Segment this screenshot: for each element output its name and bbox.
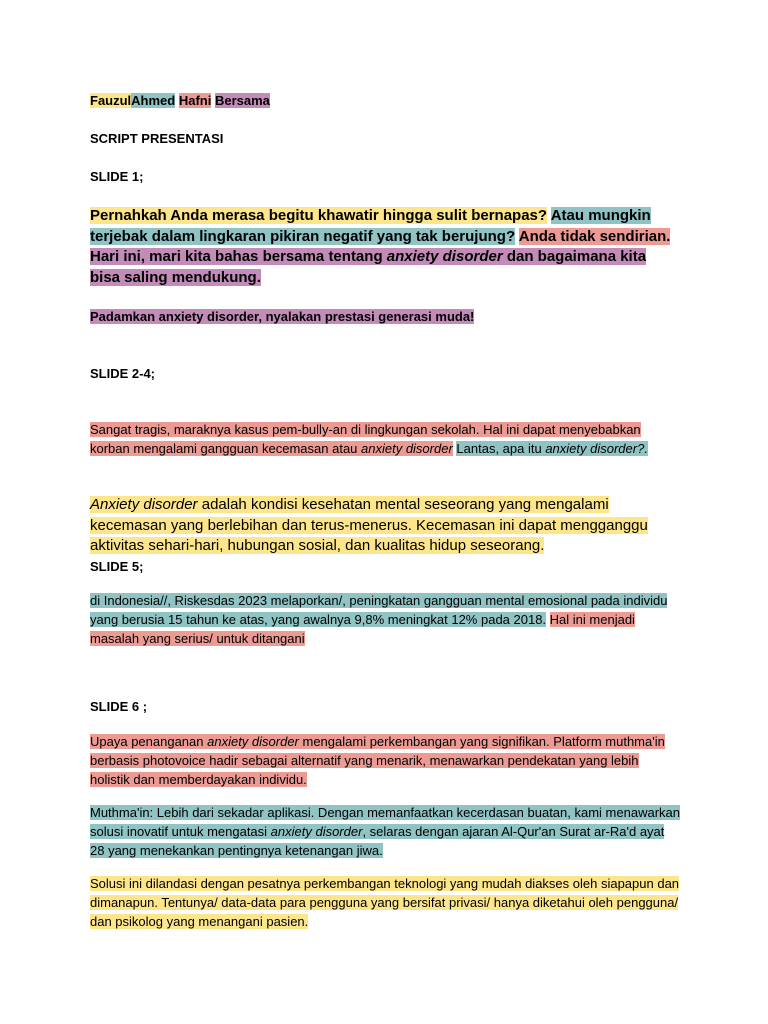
solution-text: Solusi ini dilandasi dengan pesatnya perkembangan teknologi yang mudah diakses oleh siapapun dan dimanapun. Tentunya/ data-data para pengguna yang bersifat privasi/ hanya diketahui oleh pengguna/ dan psikolog yang menangani pasien. [90, 876, 680, 929]
slide5-paragraph [90, 591, 680, 648]
bullying-text: Sangat tragis, maraknya kasus pem-bully-an di lingkungan sekolah. Hal ini dapat menyebabkan korban mengalami gangguan kecemasan atau anxiety disorder [90, 422, 641, 456]
slide2-4-heading: SLIDE 2-4; [90, 366, 156, 381]
slogan-text: Padamkan anxiety disorder, nyalakan prestasi generasi muda! [90, 309, 475, 324]
slide1-intro [90, 206, 680, 288]
slide2-4-paragraph-1 [90, 420, 680, 458]
slide6-heading: SLIDE 6 ; [90, 699, 148, 714]
slide1-intro-reassure: Anda tidak sendirian. [518, 227, 671, 245]
author-name-2: Ahmed [131, 93, 176, 108]
document-title: SCRIPT PRESENTASI [90, 131, 224, 146]
slide6-paragraph-3 [90, 874, 680, 931]
slide5-heading: SLIDE 5; [90, 559, 144, 574]
slide1-heading: SLIDE 1; [90, 169, 144, 184]
author-name-4: Bersama [214, 93, 270, 108]
muthmain-text: Muthma'in: Lebih dari sekadar aplikasi. Dengan memanfaatkan kecerdasan buatan, kami menawarkan solusi inovatif untuk mengatasi anxiety disorder, selaras dengan ajaran Al-Qur'an Surat ar-Ra'd ayat 28 yang menekankan pentingnya ketenangan jiwa. [90, 805, 680, 858]
question-text: Lantas, apa itu anxiety disorder?. [456, 441, 648, 456]
treatment-text: Upaya penanganan anxiety disorder mengalami perkembangan yang signifikan. Platform muthma'in berbasis photovoice hadir sebagai alternatif yang menarik, menawarkan pendekatan yang lebih holistik dan memberdayakan individu. [90, 734, 665, 787]
slide1-intro-today: Hari ini, mari kita bahas bersama tentang anxiety disorder dan bagaimana kita bisa saling mendukung. [90, 248, 647, 286]
slide6-paragraph-2 [90, 803, 680, 860]
slide1-intro-question-2: Atau mungkin terjebak dalam lingkaran pikiran negatif yang tak berujung? [90, 207, 651, 245]
author-name-3: Hafni [178, 93, 212, 108]
slide2-4-paragraph-2 [90, 495, 680, 557]
slide1-intro-question: Pernahkah Anda merasa begitu khawatir hingga sulit bernapas? [90, 207, 548, 224]
definition-text: Anxiety disorder adalah kondisi kesehatan mental seseorang yang mengalami kecemasan yang berlebihan dan terus-menerus. Kecemasan ini dapat mengganggu aktivitas sehari-hari, hubungan sosial, dan kualitas hidup seseorang. [90, 496, 648, 554]
slide6-paragraph-1 [90, 732, 680, 789]
author-names [90, 91, 680, 110]
riskesdas-text: di Indonesia//, Riskesdas 2023 melaporkan/, peningkatan gangguan mental emosional pada individu yang berusia 15 tahun ke atas, yang awalnya 9,8% meningkat 12% pada 2018. [90, 593, 668, 627]
slide1-slogan [90, 307, 680, 326]
serious-problem-text: Hal ini menjadi masalah yang serius/ untuk ditangani [90, 612, 635, 646]
author-name-1: Fauzul [90, 93, 132, 108]
